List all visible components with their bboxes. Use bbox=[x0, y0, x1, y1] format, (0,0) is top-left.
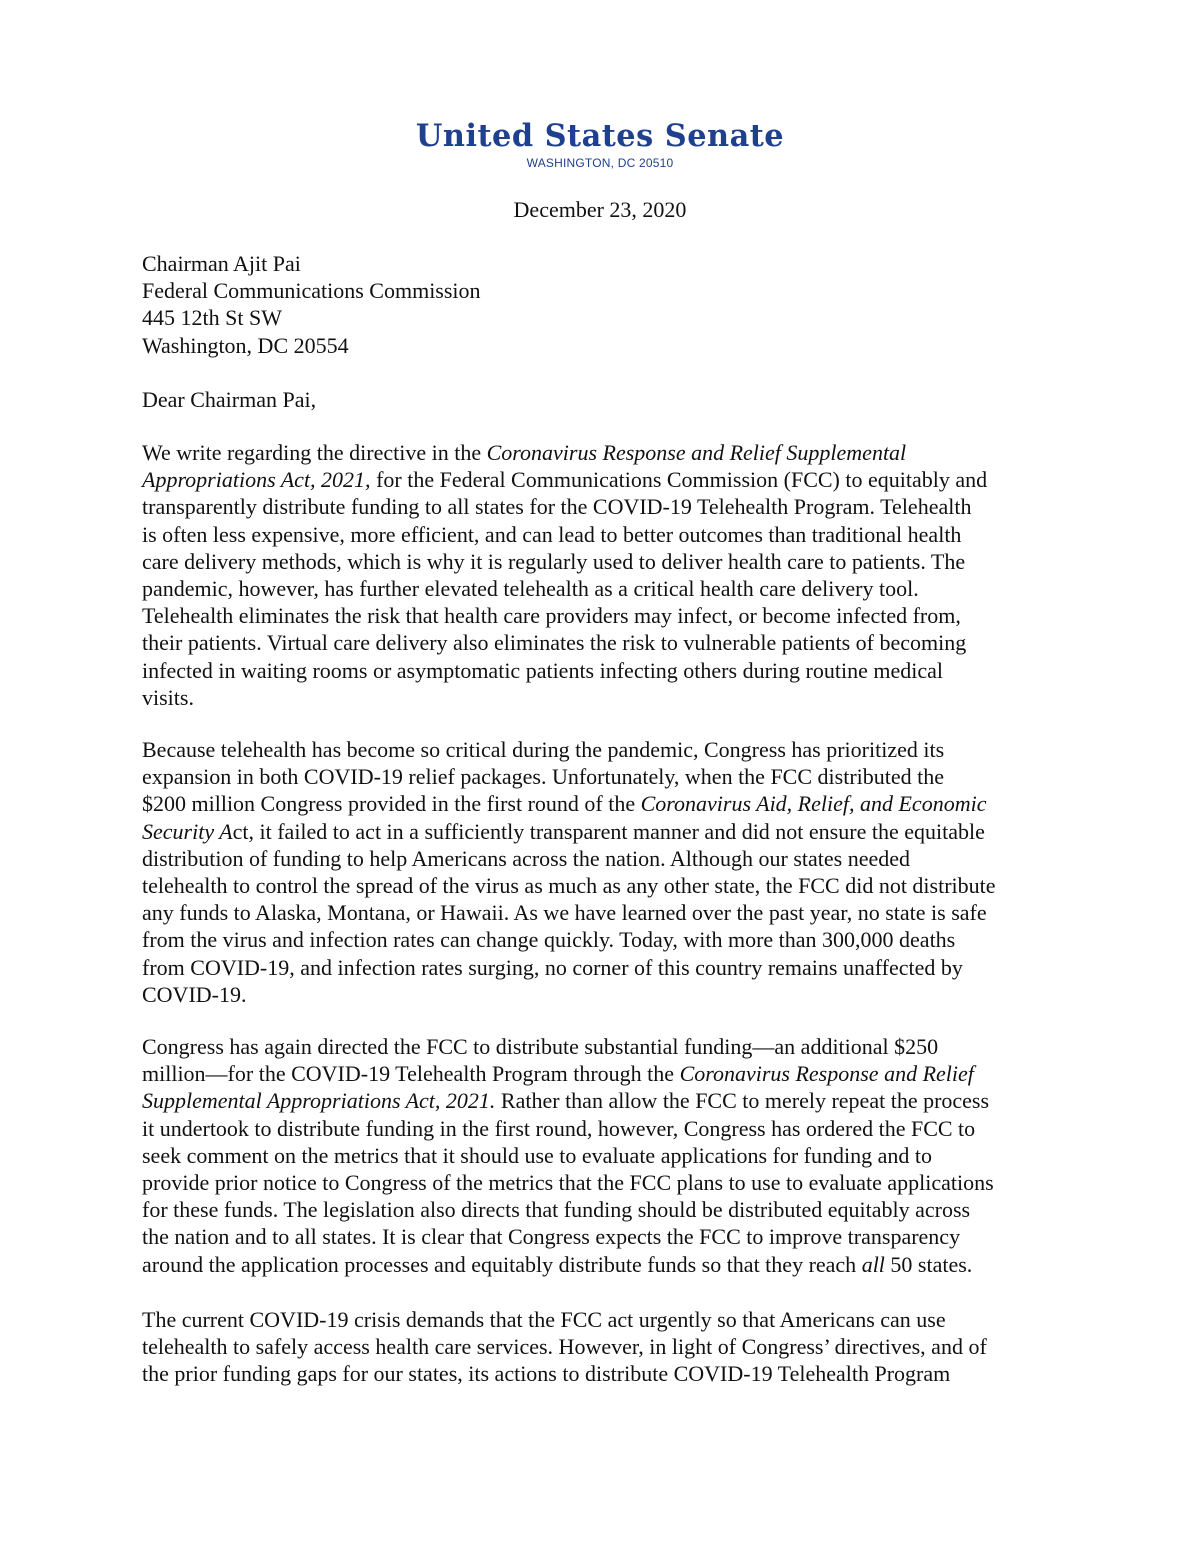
paragraph-line bbox=[142, 1087, 1062, 1114]
text-run: COVID-19. bbox=[142, 981, 247, 1007]
text-run: any funds to Alaska, Montana, or Hawaii. As we have learned over the past year, no state is safe bbox=[142, 900, 987, 926]
italic-text-run: Appropriations Act, 2021, bbox=[142, 467, 371, 493]
body-paragraph-1 bbox=[142, 439, 1062, 711]
paragraph-line bbox=[142, 548, 1062, 575]
paragraph-line bbox=[142, 1306, 1062, 1333]
text-run: the nation and to all states. It is clear that Congress expects the FCC to improve transparency bbox=[142, 1224, 961, 1250]
text-run: distribution of funding to help Americans across the nation. Although our states needed bbox=[142, 845, 911, 871]
italic-text-run: Coronavirus Aid, Relief, and Economic bbox=[640, 791, 987, 817]
text-run: expansion in both COVID-19 relief packages. Unfortunately, when the FCC distributed the bbox=[142, 764, 945, 790]
text-run: provide prior notice to Congress of the metrics that the FCC plans to use to evaluate applications bbox=[142, 1169, 994, 1195]
body-paragraph-3 bbox=[142, 1033, 1062, 1278]
paragraph-line bbox=[142, 1115, 1062, 1142]
paragraph-line bbox=[142, 872, 1062, 899]
recipient-organization: Federal Communications Commission bbox=[142, 278, 481, 304]
paragraph-line bbox=[142, 1060, 1062, 1087]
salutation: Dear Chairman Pai, bbox=[142, 387, 317, 412]
text-run: for the Federal Communications Commission (FCC) to equitably and bbox=[370, 467, 988, 493]
paragraph-line bbox=[142, 1223, 1062, 1250]
text-run: transparently distribute funding to all states for the COVID-19 Telehealth Program. Telehealth bbox=[142, 494, 972, 520]
paragraph-line bbox=[142, 845, 1062, 872]
paragraph-line bbox=[142, 790, 1062, 817]
text-run: $200 million Congress provided in the first round of the bbox=[142, 791, 641, 817]
text-run: Telehealth eliminates the risk that health care providers may infect, or become infected from, bbox=[142, 603, 961, 629]
paragraph-line bbox=[142, 521, 1062, 548]
paragraph-line bbox=[142, 1142, 1062, 1169]
text-run: from COVID-19, and infection rates surging, no corner of this country remains unaffected by bbox=[142, 954, 963, 980]
paragraph-line bbox=[142, 763, 1062, 790]
italic-text-run: all bbox=[861, 1251, 885, 1277]
paragraph-line bbox=[142, 1360, 1062, 1387]
paragraph-line bbox=[142, 575, 1062, 602]
text-run: ct, it failed to act in a sufficiently transparent manner and did not ensure the equitable bbox=[232, 818, 985, 844]
italic-text-run: Coronavirus Response and Relief bbox=[679, 1061, 974, 1087]
recipient-street: 445 12th St SW bbox=[142, 305, 282, 331]
text-run: seek comment on the metrics that it should use to evaluate applications for funding and to bbox=[142, 1142, 932, 1168]
paragraph-line bbox=[142, 899, 1062, 926]
paragraph-line bbox=[142, 466, 1062, 493]
text-run: Rather than allow the FCC to merely repeat the process bbox=[495, 1088, 990, 1114]
text-run: care delivery methods, which is why it is regularly used to deliver health care to patients. The bbox=[142, 548, 966, 574]
letterhead-title: United States Senate bbox=[415, 118, 785, 154]
text-run: telehealth to safely access health care services. However, in light of Congress’ directives, and of bbox=[142, 1334, 987, 1360]
text-run: for these funds. The legislation also directs that funding should be distributed equitably across bbox=[142, 1197, 971, 1223]
paragraph-line bbox=[142, 981, 1062, 1008]
paragraph-line bbox=[142, 602, 1062, 629]
text-run: around the application processes and equitably distribute funds so that they reach bbox=[142, 1251, 862, 1277]
text-run: pandemic, however, has further elevated telehealth as a critical health care delivery tool. bbox=[142, 575, 919, 601]
paragraph-line bbox=[142, 493, 1062, 520]
text-run: The current COVID-19 crisis demands that the FCC act urgently so that Americans can use bbox=[142, 1307, 946, 1332]
text-run: We write regarding the directive in the bbox=[142, 440, 487, 465]
text-run: telehealth to control the spread of the virus as much as any other state, the FCC did not distribute bbox=[142, 872, 996, 898]
paragraph-line bbox=[142, 629, 1062, 656]
paragraph-line bbox=[142, 926, 1062, 953]
body-paragraph-4 bbox=[142, 1306, 1062, 1388]
paragraph-line bbox=[142, 657, 1062, 684]
paragraph-line bbox=[142, 684, 1062, 711]
recipient-city: Washington, DC 20554 bbox=[142, 332, 349, 358]
text-run: the prior funding gaps for our states, its actions to distribute COVID-19 Telehealth Program bbox=[142, 1361, 951, 1387]
paragraph-line bbox=[142, 736, 1062, 763]
text-run: visits. bbox=[142, 684, 194, 710]
recipient-name: Chairman Ajit Pai bbox=[142, 251, 301, 276]
letter-date: December 23, 2020 bbox=[513, 197, 687, 222]
text-run: is often less expensive, more efficient, and can lead to better outcomes than traditional health bbox=[142, 521, 962, 547]
italic-text-run: Supplemental Appropriations Act, 2021. bbox=[142, 1088, 496, 1114]
text-run: from the virus and infection rates can change quickly. Today, with more than 300,000 deaths bbox=[142, 927, 956, 953]
paragraph-line bbox=[142, 1196, 1062, 1223]
text-run: million—for the COVID-19 Telehealth Program through the bbox=[142, 1061, 680, 1087]
italic-text-run: Security A bbox=[142, 818, 233, 844]
italic-text-run: Coronavirus Response and Relief Supplemental bbox=[486, 440, 907, 465]
text-run: infected in waiting rooms or asymptomatic patients infecting others during routine medical bbox=[142, 657, 943, 683]
recipient-address-block bbox=[142, 250, 1062, 359]
paragraph-line bbox=[142, 1033, 1062, 1060]
text-run: it undertook to distribute funding in the first round, however, Congress has ordered the FCC to bbox=[142, 1115, 976, 1141]
paragraph-line bbox=[142, 954, 1062, 981]
text-run: 50 states. bbox=[884, 1251, 973, 1277]
paragraph-line bbox=[142, 1169, 1062, 1196]
paragraph-line bbox=[142, 439, 1062, 466]
paragraph-line bbox=[142, 1333, 1062, 1360]
letterhead-address: WASHINGTON, DC 20510 bbox=[526, 156, 674, 170]
text-run: their patients. Virtual care delivery also eliminates the risk to vulnerable patients of becoming bbox=[142, 630, 967, 656]
text-run: Congress has again directed the FCC to distribute substantial funding—an additional $250 bbox=[142, 1034, 939, 1059]
paragraph-line bbox=[142, 1251, 1062, 1278]
paragraph-line bbox=[142, 818, 1062, 845]
text-run: Because telehealth has become so critical during the pandemic, Congress has prioritized its bbox=[142, 737, 945, 762]
letterhead bbox=[0, 118, 1200, 170]
body-paragraph-2 bbox=[142, 736, 1062, 1008]
